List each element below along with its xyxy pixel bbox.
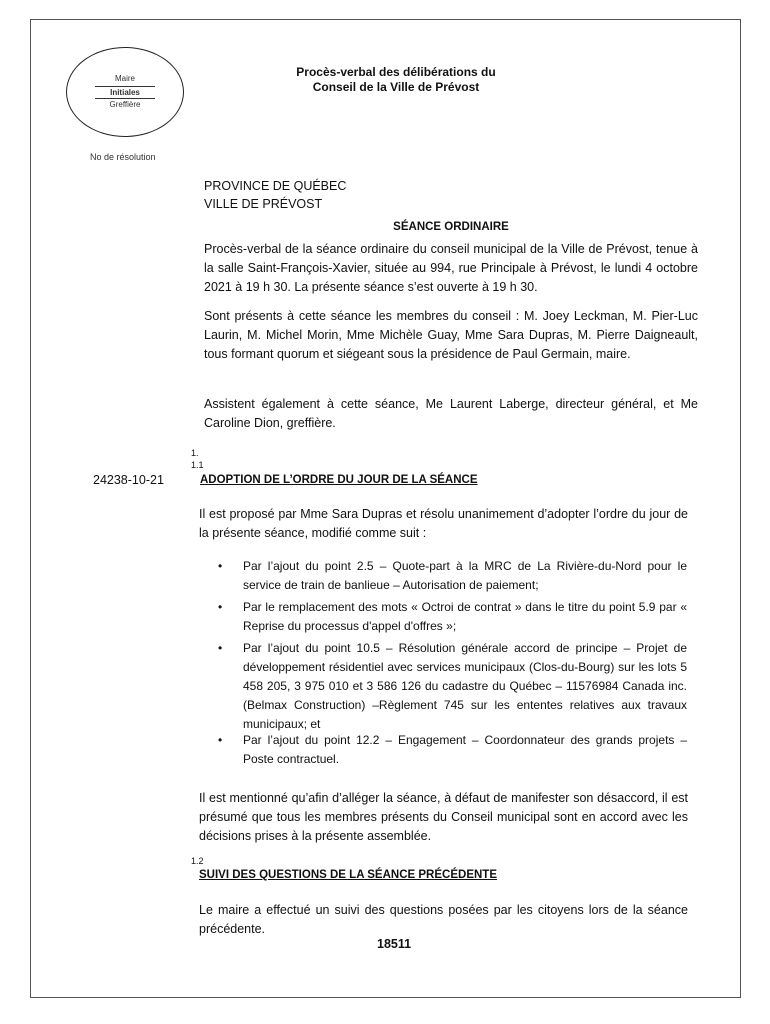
bullet-icon: • [218, 559, 223, 573]
document-title-line2: Conseil de la Ville de Prévost [312, 80, 480, 94]
stamp-maire-label: Maire [114, 74, 135, 83]
adoption-paragraph: Il est proposé par Mme Sara Dupras et résolu unanimement d’adopter l’ordre du jour de la présente séance, modifié comme suit : [199, 507, 688, 540]
resolution-number: 24238-10-21 [93, 473, 164, 487]
stamp-greffiere-label: Greffière [109, 100, 141, 109]
intro-paragraph: Procès-verbal de la séance ordinaire du conseil municipal de la Ville de Prévost, tenue à la salle Saint-François-Xavier, située au 994, rue Principale à Prévost, le lundi 4 octobre 2021 à 19 h 30. La présente séance s’est ouverte à 19 h 30. [204, 242, 698, 294]
bullet-icon: • [218, 733, 223, 747]
province-heading: PROVINCE DE QUÉBEC [204, 179, 347, 193]
consent-paragraph: Il est mentionné qu’afin d’alléger la séance, à défaut de manifester son désaccord, il est présumé que tous les membres présents du Conseil municipal sont en accord avec les décisions prises à la présente assemblée. [199, 791, 688, 843]
document-title [250, 65, 542, 95]
resolution-number-label: No de résolution [90, 152, 156, 162]
assist-paragraph: Assistent également à cette séance, Me Laurent Laberge, directeur général, et Me Caroline Dion, greffière. [204, 397, 698, 430]
document-title-line1: Procès-verbal des délibérations du [296, 65, 496, 79]
stamp-initials-label: Initiales [95, 86, 155, 99]
ville-heading: VILLE DE PRÉVOST [204, 197, 323, 211]
subsection-number: 1.2 [191, 856, 204, 866]
list-item-text: Par le remplacement des mots « Octroi de contrat » dans le titre du point 5.9 par « Reprise du processus d'appel d'offres »; [243, 600, 687, 633]
initials-stamp [66, 47, 184, 137]
section-heading-adoption: ADOPTION DE L’ORDRE DU JOUR DE LA SÉANCE [200, 474, 478, 486]
list-item-text: Par l’ajout du point 2.5 – Quote-part à la MRC de La Rivière-du-Nord pour le service de train de banlieue – Autorisation de paiement; [243, 559, 687, 592]
list-item-text: Par l’ajout du point 10.5 – Résolution générale accord de principe – Projet de développement résidentiel avec services municipaux (Clos-du-Bourg) sur les lots 5 458 205, 3 975 010 et 3 586 126 du cadastre du Québec – 11576984 Canada inc. (Belmax Construction) –Règlement 745 sur les ententes relatives aux travaux municipaux; et [243, 641, 687, 731]
list-item-text: Par l’ajout du point 12.2 – Engagement – Coordonnateur des grands projets – Poste contractuel. [243, 733, 687, 766]
section-heading-questions: SUIVI DES QUESTIONS DE LA SÉANCE PRÉCÉDENTE [199, 869, 497, 881]
bullet-icon: • [218, 641, 223, 655]
page-number: 18511 [377, 937, 412, 951]
subsection-number: 1.1 [191, 460, 204, 470]
bullet-icon: • [218, 600, 223, 614]
present-members-paragraph: Sont présents à cette séance les membres du conseil : M. Joey Leckman, M. Pier-Luc Laurin, M. Michel Morin, Mme Michèle Guay, Mme Sara Dupras, M. Pierre Daigneault, tous formant quorum et siégeant sous la présidence de Paul Germain, maire. [204, 309, 698, 361]
session-title: SÉANCE ORDINAIRE [393, 221, 509, 233]
section-number: 1. [191, 448, 199, 458]
questions-paragraph: Le maire a effectué un suivi des questions posées par les citoyens lors de la séance précédente. [199, 903, 688, 936]
